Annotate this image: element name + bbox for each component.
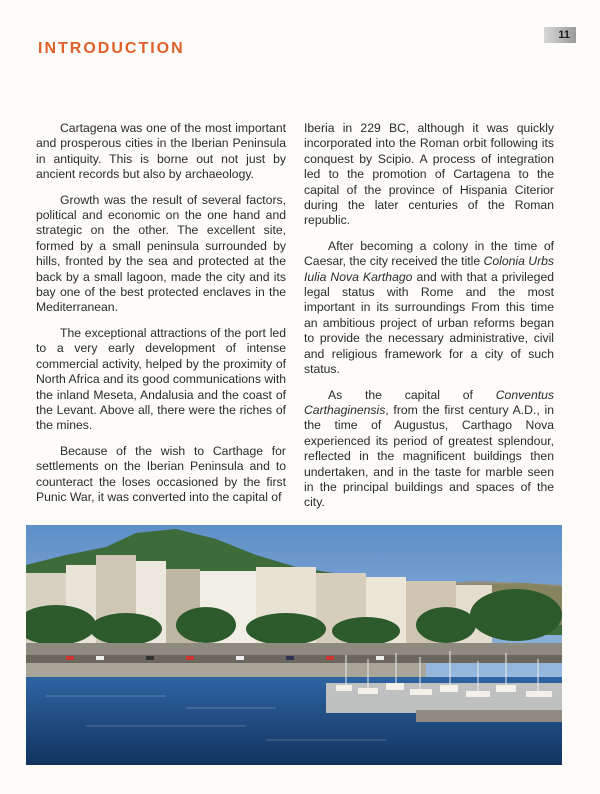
latin-title: Colonia Urbs Iulia Nova Karthago bbox=[304, 254, 554, 284]
text-run: , from the first century A.D., in the time of Augustus, Carthago Nova experienced its period of greatest splendour, reflected in the magnificent buildings then undertaken, and in the taste for marble seen in the principal buildings and spaces of the city. bbox=[304, 402, 554, 510]
text-column-left bbox=[36, 121, 286, 515]
paragraph bbox=[304, 388, 554, 511]
paragraph: Growth was the result of several factors, political and economic on the one hand and strategic on the other. The excellent site, formed by a small peninsula surrounded by hills, fronted by the sea and protected at the back by a small lagoon, made the city and its bay one of the best protected enclaves in the Mediterranean. bbox=[36, 192, 286, 315]
paragraph: Because of the wish to Carthage for settlements on the Iberian Peninsula and to counteract the loses occasioned by the first Punic War, it was converted into the capital of bbox=[36, 443, 286, 504]
text-run: After becoming a colony in the time of Caesar, the city received the title bbox=[304, 238, 554, 269]
paragraph: Iberia in 229 BC, although it was quickly incorporated into the Roman orbit following its conquest by Scipio. A process of integration led to the promotion of Cartagena to the capital of the province of Hispania Citerior during the later centuries of the Roman republic. bbox=[304, 121, 554, 228]
text-run: and with that a privileged legal status with Rome and the most important in its surroundings From this time an ambitious project of urban reforms began to provide the necessary administrative, civil and religious framework for a city of such status. bbox=[304, 269, 554, 377]
promenade bbox=[26, 643, 562, 657]
paragraph: The exceptional attractions of the port led to a very early development of intense commercial activity, helped by the proximity of North Africa and its good communications with the inland Meseta, Andalusia and the coast of the Levant. Above all, there were the riches of the mines. bbox=[36, 325, 286, 433]
text-column-right bbox=[304, 121, 554, 521]
harbor-photo bbox=[26, 525, 562, 765]
quay bbox=[26, 663, 426, 677]
text-run: As the capital of bbox=[328, 387, 496, 402]
page-number: 11 bbox=[544, 27, 576, 43]
section-title: INTRODUCTION bbox=[38, 40, 185, 57]
latin-title: Conventus Carthaginensis bbox=[304, 387, 554, 417]
paragraph: Cartagena was one of the most important and prosperous cities in the Iberian Peninsula in antiquity. This is borne out not just by ancient records but also by archaeology. bbox=[36, 121, 286, 182]
paragraph bbox=[304, 239, 554, 378]
harbor-photo-illustration bbox=[26, 525, 562, 765]
